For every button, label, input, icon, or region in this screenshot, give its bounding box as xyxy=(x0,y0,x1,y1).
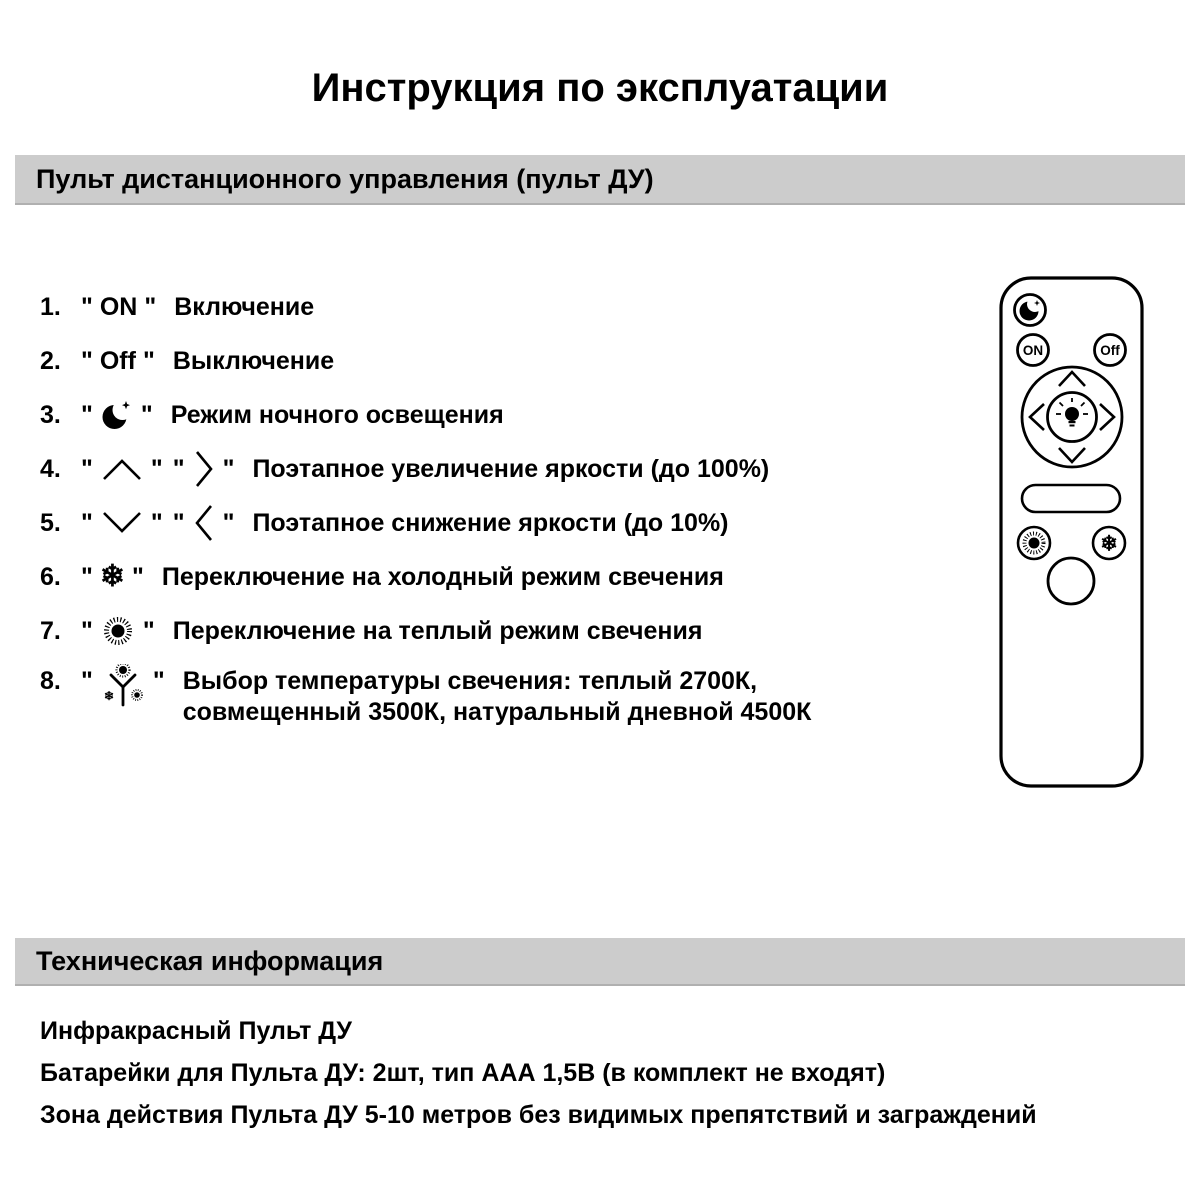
svg-text:❄: ❄ xyxy=(103,689,114,703)
button-key-label: ON xyxy=(99,292,138,321)
quote-mark: " xyxy=(132,562,144,591)
quote-mark: " xyxy=(144,292,157,321)
sun-icon xyxy=(1029,538,1040,549)
remote-functions-list xyxy=(40,280,811,728)
item-number: 8. xyxy=(40,667,61,695)
quote-mark: " xyxy=(222,454,235,483)
snowflake-icon: ❄ xyxy=(99,560,125,593)
quote-mark: " xyxy=(140,400,153,429)
item-text: Поэтапное снижение яркости (до 10%) xyxy=(252,508,729,537)
list-item-on xyxy=(40,280,811,334)
quote-mark: " xyxy=(81,616,93,645)
item-text: Выключение xyxy=(172,346,335,375)
item-number: 5. xyxy=(40,508,61,537)
quote-mark: " xyxy=(81,400,93,429)
list-item-temperature-select xyxy=(40,658,811,728)
quote-mark: " xyxy=(81,508,93,537)
sun-icon xyxy=(101,614,135,648)
quote-mark: " xyxy=(172,454,185,483)
quote-mark: " xyxy=(172,508,185,537)
quote-mark: " xyxy=(222,508,235,537)
section-header-tech-label: Техническая информация xyxy=(36,945,384,976)
item-number: 6. xyxy=(40,562,61,591)
list-item-brightness-up xyxy=(40,442,811,496)
chevron-down-icon xyxy=(101,510,143,536)
item-number: 4. xyxy=(40,454,61,483)
item-text: Поэтапное увеличение яркости (до 100%) xyxy=(252,454,770,483)
svg-text:ON: ON xyxy=(1022,343,1044,358)
snowflake-icon: ❄ xyxy=(1100,532,1118,556)
quote-mark: " xyxy=(81,292,93,321)
remote-warm-button xyxy=(1018,527,1050,559)
section-header-remote xyxy=(15,155,1185,205)
quote-mark: " xyxy=(152,667,165,695)
list-item-brightness-down xyxy=(40,496,811,550)
quote-mark: " xyxy=(150,454,163,483)
list-item-off xyxy=(40,334,811,388)
moon-star-icon xyxy=(101,398,133,432)
item-number: 1. xyxy=(40,292,61,321)
section-header-remote-label: Пульт дистанционного управления (пульт ДУ) xyxy=(36,163,654,194)
remote-control-illustration xyxy=(999,276,1145,793)
quote-mark: " xyxy=(142,616,155,645)
chevron-left-icon xyxy=(193,503,215,543)
quote-mark: " xyxy=(142,346,155,375)
tech-line: Зона действия Пульта ДУ 5-10 метров без видимых препятствий и заграждений xyxy=(40,1101,1037,1129)
item-text: Переключение на теплый режим свечения xyxy=(172,616,703,645)
quote-mark: " xyxy=(81,667,93,695)
remote-pill-button xyxy=(1022,485,1120,512)
temperature-select-icon xyxy=(101,664,145,710)
section-header-tech xyxy=(15,938,1185,986)
item-number: 3. xyxy=(40,400,61,429)
tech-line: Батарейки для Пульта ДУ: 2шт, тип ААА 1,5В (в комплект не входят) xyxy=(40,1059,886,1087)
quote-mark: " xyxy=(81,454,93,483)
item-number: 2. xyxy=(40,346,61,375)
button-key-label: Off xyxy=(99,346,136,375)
chevron-up-icon xyxy=(101,456,143,482)
list-item-warm-mode xyxy=(40,604,811,658)
list-item-cold-mode xyxy=(40,550,811,604)
quote-mark: " xyxy=(81,346,93,375)
list-item-night-mode xyxy=(40,388,811,442)
chevron-right-icon xyxy=(193,449,215,489)
page-title: Инструкция по эксплуатации xyxy=(311,66,889,110)
quote-mark: " xyxy=(150,508,163,537)
quote-mark: " xyxy=(81,562,93,591)
item-number: 7. xyxy=(40,616,61,645)
item-text: Выбор температуры свечения: теплый 2700К, совмещенный 3500К, натуральный дневной 4500К xyxy=(182,667,812,726)
item-text: Включение xyxy=(174,292,315,321)
item-text: Режим ночного освещения xyxy=(170,400,504,429)
tech-info xyxy=(40,1018,1037,1144)
svg-text:Off: Off xyxy=(1100,343,1120,358)
tech-line: Инфракрасный Пульт ДУ xyxy=(40,1017,352,1045)
item-text: Переключение на холодный режим свечения xyxy=(161,562,724,591)
